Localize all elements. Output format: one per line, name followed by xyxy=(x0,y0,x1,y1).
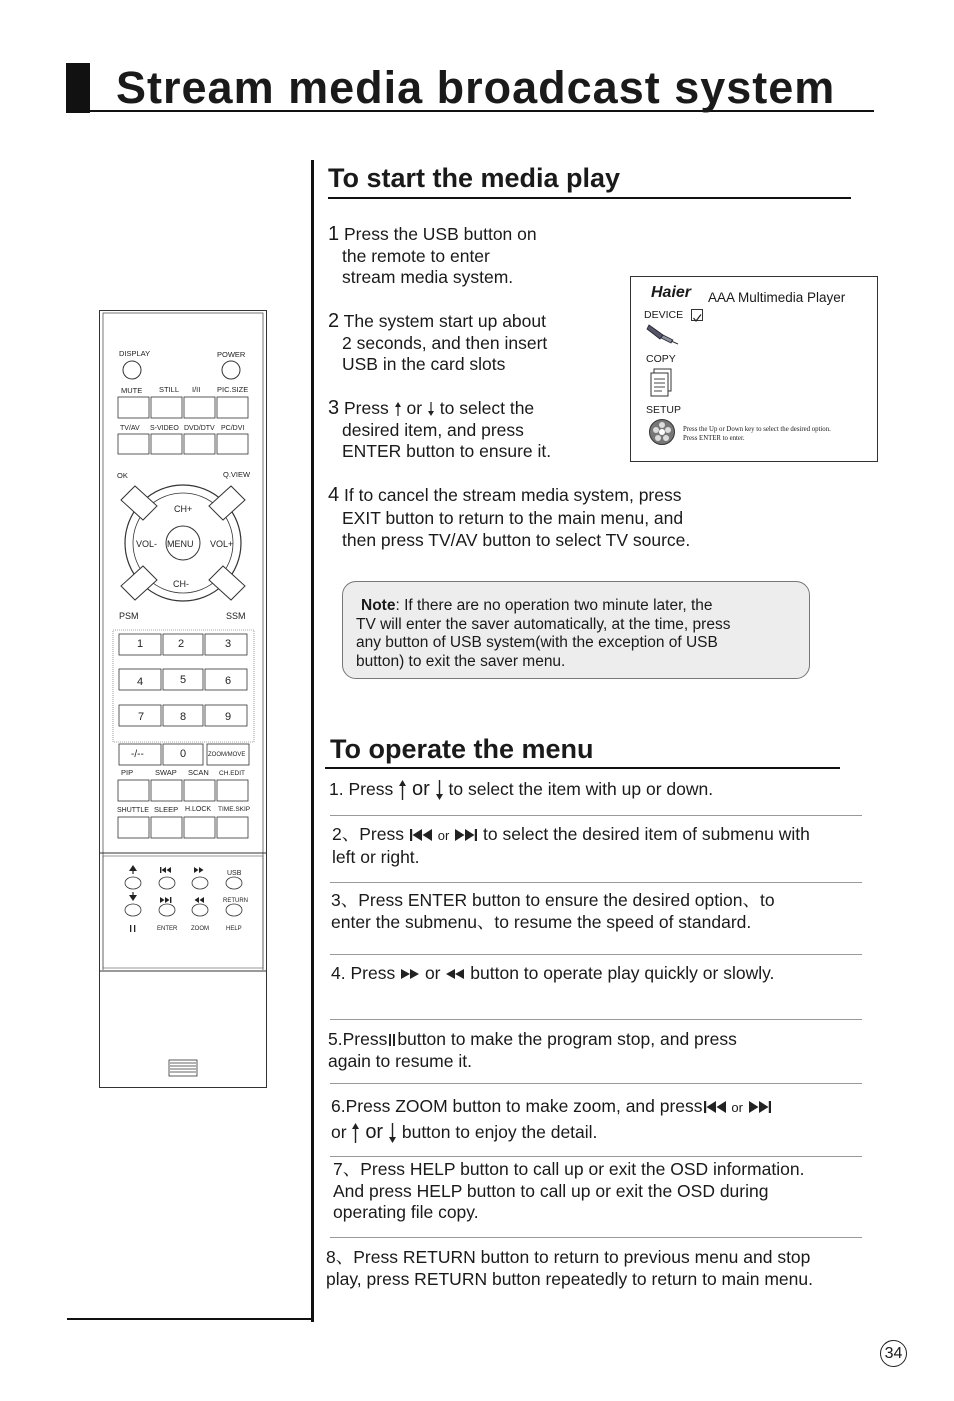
remote-label: S-VIDEO xyxy=(150,425,179,432)
item-separator xyxy=(330,1083,862,1084)
menu-item-1 xyxy=(329,779,713,801)
menu-item-setup[interactable]: SETUP xyxy=(646,404,682,416)
remote-label: TIME.SKIP xyxy=(218,806,251,813)
hint-line: Press ENTER to enter. xyxy=(683,434,745,442)
start-step-1 xyxy=(328,224,537,289)
skip-previous-icon xyxy=(409,828,433,842)
remote-zoom-label: ZOOM xyxy=(191,926,209,932)
remote-volplus-label: VOL+ xyxy=(210,539,234,549)
item-separator xyxy=(330,1237,862,1238)
remote-label: DVD/DTV xyxy=(184,425,215,432)
remote-label: SLEEP xyxy=(154,805,179,814)
step-line: ENTER button to ensure it. xyxy=(342,441,552,461)
item-text: button to make the program stop, and press xyxy=(397,1029,737,1049)
usb-device-icon xyxy=(645,321,679,345)
menu-item-5 xyxy=(328,1029,737,1072)
item-text: again to resume it. xyxy=(328,1050,472,1071)
screen-hint xyxy=(683,426,831,443)
remote-label: I/II xyxy=(192,385,201,394)
menu-item-3 xyxy=(331,890,775,933)
remote-label: H.LOCK xyxy=(185,806,212,813)
item-text: operating file copy. xyxy=(333,1202,479,1222)
remote-label: CH.EDIT xyxy=(219,770,245,777)
remote-psm-label: PSM xyxy=(119,611,139,621)
note-line: : If there are no operation two minute later, the xyxy=(395,597,713,614)
remote-digit: 5 xyxy=(180,674,187,686)
remote-label: SWAP xyxy=(155,768,177,777)
remote-return-label: RETURN xyxy=(223,898,248,904)
skip-previous-icon xyxy=(703,1100,727,1114)
arrow-down-icon xyxy=(388,1122,397,1144)
menu-item-4 xyxy=(331,963,774,985)
menu-item-7 xyxy=(333,1159,804,1224)
arrow-down-icon xyxy=(427,401,435,417)
menu-section-heading: To operate the menu xyxy=(330,734,594,764)
remote-digit: 9 xyxy=(225,711,232,723)
step-line: desired item, and press xyxy=(342,419,524,440)
item-text: to select the item with up or down. xyxy=(448,779,714,799)
note-line: TV will enter the saver automatically, at the time, press xyxy=(356,615,731,633)
remote-ok-label: OK xyxy=(117,471,128,480)
menu-item-copy[interactable]: COPY xyxy=(646,353,676,365)
hint-line: Press the Up or Down key to select the desired option. xyxy=(683,426,831,433)
remote-qview-label: Q.VIEW xyxy=(223,470,251,479)
menu-item-2 xyxy=(332,824,810,868)
remote-control-illustration xyxy=(99,310,267,1088)
title-block-mark xyxy=(66,63,90,113)
arrow-down-icon xyxy=(435,779,444,801)
remote-volminus-label: VOL- xyxy=(136,539,158,549)
item-text: 3、Press ENTER button to ensure the desired option、to xyxy=(331,890,775,910)
remote-digit: 6 xyxy=(225,675,232,687)
step-line: Press the USB button on xyxy=(344,224,537,244)
pause-icon xyxy=(387,1033,397,1047)
remote-dash-label: -/-- xyxy=(131,749,144,760)
note-line: button) to exit the saver menu. xyxy=(356,652,566,670)
remote-menu-label: MENU xyxy=(167,539,194,549)
item-text: 7、Press HELP button to call up or exit the OSD information. xyxy=(333,1159,805,1179)
step-text: or xyxy=(406,398,423,418)
step-number: 4 xyxy=(328,484,340,506)
skip-next-icon xyxy=(748,1100,772,1114)
step-line: stream media system. xyxy=(342,267,514,287)
setup-reel-icon xyxy=(648,418,676,446)
item-text: 4. Press xyxy=(331,963,396,983)
start-step-3 xyxy=(328,398,551,463)
start-section-heading: To start the media play xyxy=(328,163,621,193)
step-line: then press TV/AV button to select TV source. xyxy=(342,530,691,550)
remote-usb-label: USB xyxy=(227,870,242,877)
start-step-2 xyxy=(328,311,547,376)
multimedia-player-screen xyxy=(630,276,878,462)
item-text: And press HELP button to call up or exit the OSD during xyxy=(333,1180,769,1201)
note-label: Note xyxy=(361,597,396,614)
item-text: 2、Press xyxy=(332,824,404,844)
column-divider xyxy=(311,160,314,1322)
remote-label: PIC.SIZE xyxy=(217,385,249,394)
remote-chplus-label: CH+ xyxy=(174,504,193,514)
screen-title: AAA Multimedia Player xyxy=(708,290,846,305)
rewind-icon xyxy=(445,968,465,980)
step-line: the remote to enter xyxy=(342,245,490,266)
step-text: to select the xyxy=(439,398,535,418)
note-line: any button of USB system(with the exception of USB xyxy=(356,634,718,651)
item-text: button to enjoy the detail. xyxy=(401,1122,598,1142)
remote-ssm-label: SSM xyxy=(226,611,246,621)
item-text: 1. Press xyxy=(329,779,394,799)
menu-item-device[interactable]: DEVICE xyxy=(644,309,684,321)
note-text xyxy=(356,597,730,671)
remote-label: STILL xyxy=(159,385,180,394)
remote-digit: 7 xyxy=(138,711,145,723)
remote-help-label: HELP xyxy=(226,926,242,932)
step-line: USB in the card slots xyxy=(342,354,506,374)
checkbox-icon xyxy=(691,309,703,321)
remote-chminus-label: CH- xyxy=(173,579,189,589)
remote-label: PC/DVI xyxy=(221,425,245,432)
menu-item-8 xyxy=(326,1247,813,1290)
menu-section-rule xyxy=(325,767,840,769)
item-separator xyxy=(330,1156,862,1157)
step-line: EXIT button to return to the main menu, and xyxy=(342,507,684,528)
start-step-4 xyxy=(328,484,690,552)
item-text: button to operate play quickly or slowly. xyxy=(470,963,775,983)
remote-digit: 1 xyxy=(137,638,144,650)
remote-zoommove-label: ZOOM/MOVE xyxy=(208,752,246,758)
item-text: left or right. xyxy=(332,846,420,867)
remote-display-label: DISPLAY xyxy=(119,349,151,358)
bottom-divider xyxy=(67,1318,313,1320)
start-section-rule xyxy=(328,197,851,199)
page-number: 34 xyxy=(880,1340,907,1367)
remote-label: PIP xyxy=(121,768,134,777)
remote-digit: 0 xyxy=(180,748,187,760)
item-text: or xyxy=(424,963,441,983)
menu-item-6 xyxy=(331,1094,772,1144)
haier-logo: Haier xyxy=(651,284,692,301)
page-title: Stream media broadcast system xyxy=(116,62,836,113)
item-text: 8、Press RETURN button to return to previous menu and stop xyxy=(326,1247,811,1267)
item-text: enter the submenu、to resume the speed of standard. xyxy=(331,911,752,932)
remote-label: SHUTTLE xyxy=(117,807,149,814)
item-text: 5.Press xyxy=(328,1029,388,1049)
item-text: or xyxy=(365,1121,384,1143)
step-line: 2 seconds, and then insert xyxy=(342,332,548,353)
step-number: 2 xyxy=(328,310,340,332)
step-number: 3 xyxy=(328,397,340,419)
step-line: The system start up about xyxy=(343,311,546,331)
remote-digit: 3 xyxy=(225,638,232,650)
remote-digit: 2 xyxy=(178,638,185,650)
arrow-up-icon xyxy=(394,401,402,417)
item-text: or xyxy=(331,1122,347,1142)
item-separator xyxy=(330,1019,862,1020)
step-line: If to cancel the stream media system, press xyxy=(344,485,682,505)
item-text: 6.Press ZOOM button to make zoom, and press xyxy=(331,1096,703,1116)
item-separator xyxy=(330,954,862,955)
remote-label: TV/AV xyxy=(120,425,140,432)
arrow-up-icon xyxy=(398,779,407,801)
item-text: to select the desired item of submenu with xyxy=(483,824,810,844)
copy-document-icon xyxy=(649,368,675,398)
arrow-up-icon xyxy=(351,1122,360,1144)
item-text: or xyxy=(731,1100,743,1115)
remote-power-label: POWER xyxy=(217,350,246,359)
item-text: play, press RETURN button repeatedly to return to main menu. xyxy=(326,1268,813,1289)
skip-next-icon xyxy=(454,828,478,842)
remote-digit: 8 xyxy=(180,711,187,723)
item-text: or xyxy=(411,778,430,800)
step-number: 1 xyxy=(328,223,340,245)
item-separator xyxy=(330,882,862,883)
remote-enter-label: ENTER xyxy=(157,926,178,932)
step-text: Press xyxy=(344,398,389,418)
remote-label: MUTE xyxy=(121,386,143,395)
remote-digit: 4 xyxy=(137,676,144,688)
remote-label: SCAN xyxy=(188,768,209,777)
fast-forward-icon xyxy=(400,968,420,980)
item-separator xyxy=(330,815,862,816)
item-text: or xyxy=(437,828,450,843)
